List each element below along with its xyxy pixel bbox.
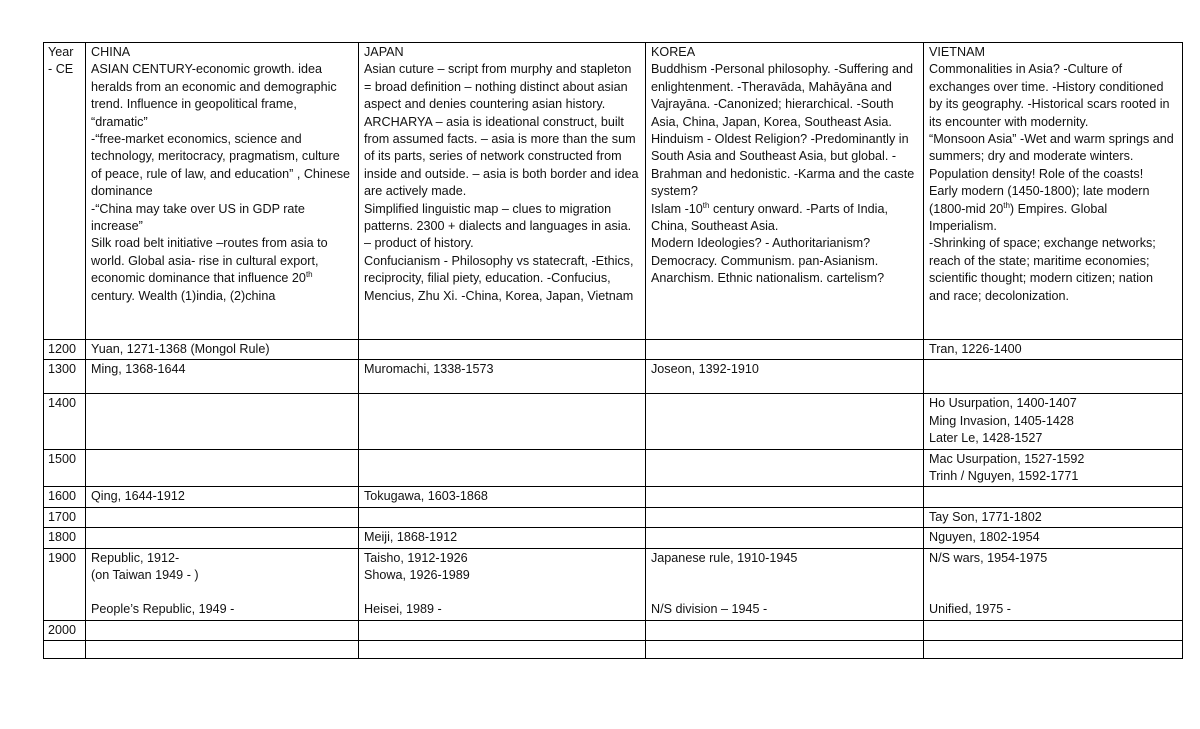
japan-cell: Tokugawa, 1603-1868 bbox=[359, 487, 646, 507]
korea-note-3 bbox=[651, 201, 918, 236]
korea-note-3-tail: century onward. -Parts of India, China, Southeast Asia. bbox=[651, 201, 888, 234]
china-header: CHINA bbox=[91, 45, 131, 59]
japan-cell bbox=[359, 507, 646, 527]
table-row bbox=[44, 620, 1183, 640]
year-cell: 1700 bbox=[44, 507, 86, 527]
korea-header-cell bbox=[646, 43, 924, 340]
vietnam-cell: Tay Son, 1771-1802 bbox=[924, 507, 1183, 527]
korea-cell bbox=[646, 507, 924, 527]
china-cell bbox=[86, 548, 359, 620]
japan-header: JAPAN bbox=[364, 45, 404, 59]
japan-cell bbox=[359, 548, 646, 620]
china-cell: Yuan, 1271-1368 (Mongol Rule) bbox=[86, 340, 359, 360]
china-cell-text-2: People’s Republic, 1949 - bbox=[91, 602, 235, 617]
china-note-4-sup: th bbox=[305, 270, 313, 280]
japan-cell bbox=[359, 620, 646, 640]
japan-note-1: Asian cuture – script from murphy and stapleton = broad definition – nothing distinct about asian aspect and denies countering asian history. bbox=[364, 62, 632, 112]
china-cell bbox=[86, 528, 359, 548]
vietnam-cell-text: Ho Usurpation, 1400-1407 Ming Invasion, 1405-1428 Later Le, 1428-1527 bbox=[929, 396, 1077, 446]
korea-note-4: Modern Ideologies? - Authoritarianism? Democracy. Communism. pan-Asianism. Anarchism. Ethnic nationalism. cartelism? bbox=[651, 236, 885, 286]
spacer bbox=[364, 584, 640, 601]
empty-cell bbox=[924, 641, 1183, 659]
year-cell: 2000 bbox=[44, 620, 86, 640]
spacer bbox=[651, 584, 918, 601]
china-cell bbox=[86, 394, 359, 449]
year-cell: 1500 bbox=[44, 449, 86, 487]
japan-cell bbox=[359, 449, 646, 487]
korea-note-3-sup: th bbox=[702, 200, 710, 210]
japan-cell-text: Taisho, 1912-1926 Showa, 1926-1989 bbox=[364, 550, 470, 583]
korea-cell bbox=[646, 449, 924, 487]
korea-note-2: Hinduism - Oldest Religion? -Predominantly in South Asia and Southeast Asia, but global. -Brahman and hedonistic. -Karma and the caste system? bbox=[651, 132, 915, 199]
table-row bbox=[44, 507, 1183, 527]
vietnam-cell bbox=[924, 449, 1183, 487]
vietnam-note-4: -Shrinking of space; exchange networks; reach of the state; maritime economies; scientific thought; modern citizen; nation and race; decolonization. bbox=[929, 236, 1156, 303]
china-cell bbox=[86, 507, 359, 527]
korea-cell bbox=[646, 394, 924, 449]
china-note-3: -“China may take over US in GDP rate increase” bbox=[91, 201, 305, 234]
table-row bbox=[44, 394, 1183, 449]
china-note-2: -“free-market economics, science and technology, meritocracy, pragmatism, culture of peace, rule of law, and education” , Chinese dominance bbox=[91, 132, 351, 199]
table-row bbox=[44, 449, 1183, 487]
japan-header-cell bbox=[359, 43, 646, 340]
japan-cell: Meiji, 1868-1912 bbox=[359, 528, 646, 548]
china-header-cell bbox=[86, 43, 359, 340]
vietnam-cell bbox=[924, 487, 1183, 507]
table-row bbox=[44, 528, 1183, 548]
vietnam-header-cell bbox=[924, 43, 1183, 340]
spacer bbox=[929, 567, 1177, 584]
year-cell: 1600 bbox=[44, 487, 86, 507]
japan-cell: Muromachi, 1338-1573 bbox=[359, 360, 646, 394]
vietnam-cell: Tran, 1226-1400 bbox=[924, 340, 1183, 360]
japan-cell bbox=[359, 340, 646, 360]
year-cell: 1300 bbox=[44, 360, 86, 394]
dynasty-timeline-table bbox=[43, 42, 1183, 659]
vietnam-note-2: “Monsoon Asia” -Wet and warm springs and summers; dry and moderate winters. Population density! Role of the coasts! bbox=[929, 132, 1174, 181]
vietnam-cell: Nguyen, 1802-1954 bbox=[924, 528, 1183, 548]
china-cell bbox=[86, 620, 359, 640]
year-header-label: Year - CE bbox=[48, 45, 74, 77]
korea-cell bbox=[646, 487, 924, 507]
empty-cell bbox=[86, 641, 359, 659]
korea-cell bbox=[646, 340, 924, 360]
vietnam-note-3-tail: ) Empires. Global Imperialism. bbox=[929, 201, 1108, 234]
vietnam-note-3-text: Early modern (1450-1800); late modern (1800-mid 20 bbox=[929, 184, 1150, 216]
vietnam-cell-text: N/S wars, 1954-1975 bbox=[929, 550, 1048, 565]
table-row bbox=[44, 487, 1183, 507]
korea-note-1: Buddhism -Personal philosophy. -Suffering and enlightenment. -Theravāda, Mahāyāna and Vajrayāna. -Canonized; hierarchical. -South Asia, China, Japan, Korea, Southeast Asia. bbox=[651, 62, 914, 129]
vietnam-cell-text-2: Unified, 1975 - bbox=[929, 602, 1011, 617]
table-row-empty bbox=[44, 641, 1183, 659]
korea-cell bbox=[646, 528, 924, 548]
china-cell-text: Republic, 1912- (on Taiwan 1949 - ) bbox=[91, 550, 199, 583]
china-note-4-tail: century. Wealth (1)india, (2)china bbox=[91, 288, 276, 303]
vietnam-cell bbox=[924, 620, 1183, 640]
table-row bbox=[44, 340, 1183, 360]
korea-cell: Joseon, 1392-1910 bbox=[646, 360, 924, 394]
vietnam-cell-text: Mac Usurpation, 1527-1592 Trinh / Nguyen, 1592-1771 bbox=[929, 451, 1085, 484]
china-note-4-text: Silk road belt initiative –routes from asia to world. Global asia- rise in cultural export, economic dominance that influence 20 bbox=[91, 236, 328, 286]
china-cell: Ming, 1368-1644 bbox=[86, 360, 359, 394]
vietnam-cell bbox=[924, 548, 1183, 620]
year-header bbox=[44, 43, 86, 340]
year-cell: 1200 bbox=[44, 340, 86, 360]
china-note-4 bbox=[91, 235, 353, 305]
spacer bbox=[929, 584, 1177, 601]
china-note-1: ASIAN CENTURY-economic growth. idea heralds from an economic and demographic trend. Influence in geopolitical frame, “dramatic” bbox=[91, 62, 337, 129]
vietnam-cell bbox=[924, 360, 1183, 394]
spacer bbox=[651, 567, 918, 584]
vietnam-header: VIETNAM bbox=[929, 45, 985, 59]
korea-cell-text: Japanese rule, 1910-1945 bbox=[651, 550, 798, 565]
korea-cell bbox=[646, 620, 924, 640]
table-row bbox=[44, 360, 1183, 394]
korea-note-3-text: Islam -10 bbox=[651, 201, 703, 216]
table-row bbox=[44, 548, 1183, 620]
year-cell: 1800 bbox=[44, 528, 86, 548]
vietnam-note-3-sup: th bbox=[1003, 200, 1010, 210]
vietnam-note-3 bbox=[929, 183, 1177, 235]
korea-header: KOREA bbox=[651, 45, 696, 59]
empty-cell bbox=[44, 641, 86, 659]
header-notes-row bbox=[44, 43, 1183, 340]
vietnam-cell bbox=[924, 394, 1183, 449]
japan-note-4: Confucianism - Philosophy vs statecraft, -Ethics, reciprocity, filial piety, education. -Confucius, Mencius, Zhu Xi. -China, Korea, Japan, Vietnam bbox=[364, 253, 634, 303]
spacer bbox=[91, 584, 353, 601]
japan-cell-text-2: Heisei, 1989 - bbox=[364, 602, 442, 617]
korea-cell-text-2: N/S division – 1945 - bbox=[651, 602, 768, 617]
china-cell bbox=[86, 449, 359, 487]
korea-cell bbox=[646, 548, 924, 620]
empty-cell bbox=[646, 641, 924, 659]
japan-note-2: ARCHARYA – asia is ideational construct, built from assumed facts. – asia is more than the sum of its parts, series of network constructed from inside and outside. – asia is both border and idea are actively made. bbox=[364, 114, 639, 199]
japan-cell bbox=[359, 394, 646, 449]
japan-note-3: Simplified linguistic map – clues to migration patterns. 2300 + dialects and languages in asia. – product of history. bbox=[364, 201, 632, 251]
year-cell: 1900 bbox=[44, 548, 86, 620]
china-cell: Qing, 1644-1912 bbox=[86, 487, 359, 507]
vietnam-note-1: Commonalities in Asia? -Culture of exchanges over time. -History conditioned by its geography. -Historical scars rooted in its encounter with modernity. bbox=[929, 62, 1170, 129]
empty-cell bbox=[359, 641, 646, 659]
year-cell: 1400 bbox=[44, 394, 86, 449]
